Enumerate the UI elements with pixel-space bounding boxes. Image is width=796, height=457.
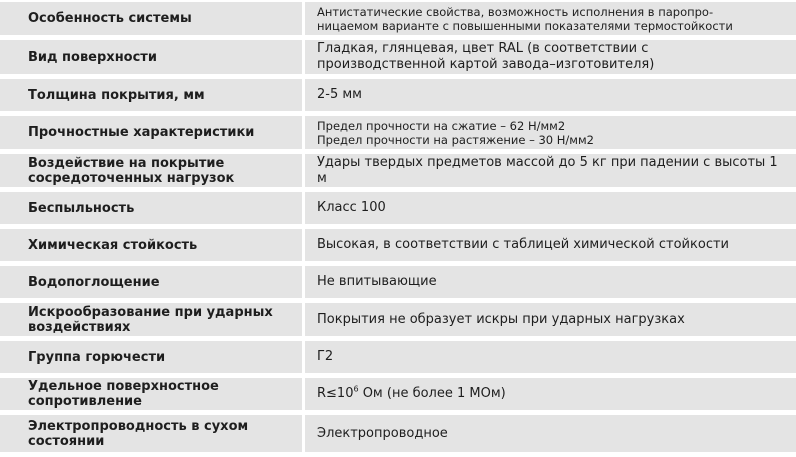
row-value-line: производственной картой завода–изготовителя)	[317, 57, 655, 72]
row-value-line: 2-5 мм	[317, 87, 362, 102]
value-prefix: R≤10	[317, 386, 354, 401]
row-value-line: Высокая, в соответствии с таблицей химической стойкости	[317, 237, 729, 252]
table-row	[0, 266, 796, 303]
row-value	[305, 229, 796, 261]
row-value	[305, 192, 796, 224]
row-label: Беспыльность	[0, 192, 305, 224]
table-row	[0, 2, 796, 40]
row-value-line: Антистатические свойства, возможность исполнения в паропро-	[317, 4, 714, 19]
row-value	[305, 378, 796, 410]
row-value-line: Гладкая, глянцевая, цвет RAL (в соответствии с	[317, 41, 649, 56]
row-value	[305, 116, 796, 149]
row-value-line: Предел прочности на растяжение – 30 Н/мм2	[317, 132, 594, 147]
row-value	[305, 79, 796, 111]
row-value	[305, 266, 796, 298]
table-row	[0, 415, 796, 452]
table-row	[0, 116, 796, 154]
row-value-line: ницаемом варианте с повышенными показателями термостойкости	[317, 18, 733, 33]
table-row	[0, 378, 796, 415]
value-exponent: 6	[353, 384, 359, 394]
row-label: Толщина покрытия, мм	[0, 79, 305, 111]
row-label: Удельное поверхностное сопротивление	[0, 378, 305, 410]
row-value	[305, 154, 796, 187]
row-label: Искрообразование при ударных воздействиях	[0, 303, 305, 336]
row-value	[305, 40, 796, 74]
value-suffix: Ом (не более 1 МОм)	[358, 386, 506, 401]
row-label: Химическая стойкость	[0, 229, 305, 261]
row-value	[305, 2, 796, 35]
row-value-line: Электропроводное	[317, 425, 448, 441]
row-value-line	[317, 386, 506, 402]
row-value-line: Удары твердых предметов массой до 5 кг при падении с высоты 1 м	[317, 154, 778, 186]
row-label: Группа горючести	[0, 341, 305, 373]
row-label: Электропроводность в сухом состоянии	[0, 415, 305, 452]
row-label: Воздействие на покрытие сосредоточенных нагрузок	[0, 154, 305, 187]
row-value	[305, 303, 796, 336]
table-row	[0, 341, 796, 378]
row-label: Водопоглощение	[0, 266, 305, 298]
table-row	[0, 79, 796, 116]
row-value-line: Г2	[317, 349, 334, 364]
row-value-line: Покрытия не образует искры при ударных нагрузках	[317, 311, 685, 327]
table-row	[0, 192, 796, 229]
table-row	[0, 154, 796, 192]
table-row	[0, 40, 796, 79]
row-label: Прочностные характеристики	[0, 116, 305, 149]
row-value	[305, 341, 796, 373]
table-row	[0, 229, 796, 266]
row-value	[305, 415, 796, 452]
table-row	[0, 303, 796, 341]
row-label: Особенность системы	[0, 2, 305, 35]
row-value-line: Не впитывающие	[317, 274, 437, 289]
row-value-line: Предел прочности на сжатие – 62 Н/мм2	[317, 118, 566, 133]
row-label: Вид поверхности	[0, 40, 305, 74]
row-value-line: Класс 100	[317, 200, 386, 215]
